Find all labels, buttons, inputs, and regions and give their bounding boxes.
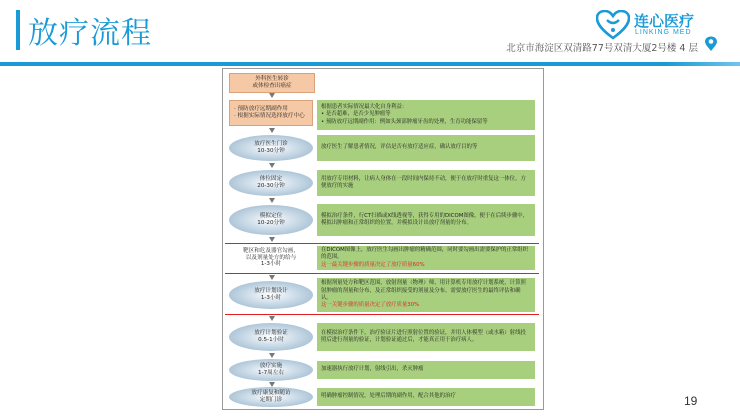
flow-desc-verification <box>317 323 535 351</box>
flow-step-immobilization: 体位固定 20-30分钟 <box>229 170 313 196</box>
logo-name-en: LINKING MED <box>635 29 692 36</box>
flow-desc-followup <box>317 388 535 406</box>
desc-line: • 预防放疗远期副作用：例如头颈部肿瘤牙齿的处理，生育功能保留等 <box>321 118 488 125</box>
location-pin-icon <box>704 36 718 52</box>
flow-step-followup: 放疗康复和随访 定期门诊 <box>229 387 313 407</box>
flow-step-contouring: 靶区和危及器官勾画， 以及剂量处方的给与 1-3小时 <box>243 247 299 268</box>
page-number: 19 <box>684 394 698 408</box>
highlight-line <box>225 243 539 244</box>
flow-desc-treatment <box>317 361 535 379</box>
flow-arrow <box>269 198 275 203</box>
page-title: 放疗流程 <box>28 16 152 51</box>
flow-arrow <box>269 163 275 168</box>
desc-highlight: 这一关键步骤的质量决定了放疗质量30% <box>321 302 420 309</box>
desc-line: 模拟治疗条件，行CT扫描或X线透视等，获得专用的DICOM图像，便于在后续步骤中，模拟出肿瘤和正常组织的位置，并模拟设计出放疗剂量的分布。 <box>321 212 529 226</box>
flow-step-prevention: · 预防放疗远期副作用 · 根据实际情况选择放疗中心 <box>229 100 313 126</box>
flow-desc-outpatient <box>317 135 535 161</box>
flow-desc-planning <box>317 278 535 312</box>
desc-line: 在DICOM图像上，放疗医生勾画出肿瘤的精确范围，同时要勾画出需要保护的正常组织的范围。 <box>321 247 529 261</box>
flow-step-treatment: 放疗实施 1-7周左右 <box>229 359 313 381</box>
flow-arrow <box>269 93 275 98</box>
address-text: 北京市海淀区双清路77号双清大厦2号楼 4 层 <box>506 43 698 54</box>
title-accent-bar <box>16 10 20 50</box>
flow-step-verification: 放疗计划验证 0.5-1小时 <box>229 323 313 351</box>
desc-line: 加速器执行放疗计划，射线引出，杀灭肿瘤 <box>321 366 424 373</box>
flow-desc-contouring <box>317 246 535 270</box>
flow-step-planning: 放疗计划设计 1-3小时 <box>229 281 313 309</box>
desc-highlight: 这一最关键步骤的质量决定了放疗质量60% <box>321 261 425 268</box>
flow-arrow <box>269 128 275 133</box>
radiotherapy-flowchart <box>222 68 544 410</box>
heart-logo-icon <box>596 10 630 40</box>
desc-line: 用放疗专用材料，让病人身体在一段时间内保持不动，便于在放疗时重复这一体位，方便放疗的实施 <box>321 175 526 189</box>
desc-line: 在模拟治疗条件下，治疗验证片进行照射位置的验证，并用人体模型（或水箱）射线投照后进行剂量的验证，计划验证通过后，才能真正用于治疗病人。 <box>321 329 526 343</box>
flow-arrow <box>269 316 275 321</box>
highlight-line <box>225 273 539 274</box>
desc-line: 明确肿瘤控制情况，处理后期的副作用，配合其他的治疗 <box>321 393 456 400</box>
flow-desc-prevention <box>317 100 535 130</box>
desc-line: 放疗医生了解患者情况，评估是否有放疗适应症，确认放疗目的等 <box>321 144 478 151</box>
flow-desc-simulation <box>317 204 535 236</box>
flow-step-outpatient: 放疗医生门诊 10-30分钟 <box>229 135 313 161</box>
highlight-line <box>225 314 539 315</box>
flow-desc-immobilization <box>317 170 535 196</box>
flow-arrow <box>269 353 275 358</box>
logo-name-cn: 连心医疗 <box>634 12 695 30</box>
desc-line: 根据患者实际情况最大化自身利益： <box>321 104 408 111</box>
flow-arrow <box>269 237 275 242</box>
desc-line: • 是否超难，是否少见肿瘤等 <box>321 111 391 118</box>
flow-step-referral: 外科医生转诊 或体检查出癌症 <box>229 73 315 93</box>
flow-arrow <box>269 275 275 280</box>
header-divider <box>0 62 740 66</box>
flow-step-simulation: 模拟定位 10-20分钟 <box>229 205 313 235</box>
desc-line: 根据剂量处方和靶区范围，放射剂量（物理）师，用计算机专用放疗计划系统，计算照射肿瘤的剂量和分布，及正常组织接受的剂量及分布。需要放疗医生的最终评估和确认。 <box>321 280 526 301</box>
